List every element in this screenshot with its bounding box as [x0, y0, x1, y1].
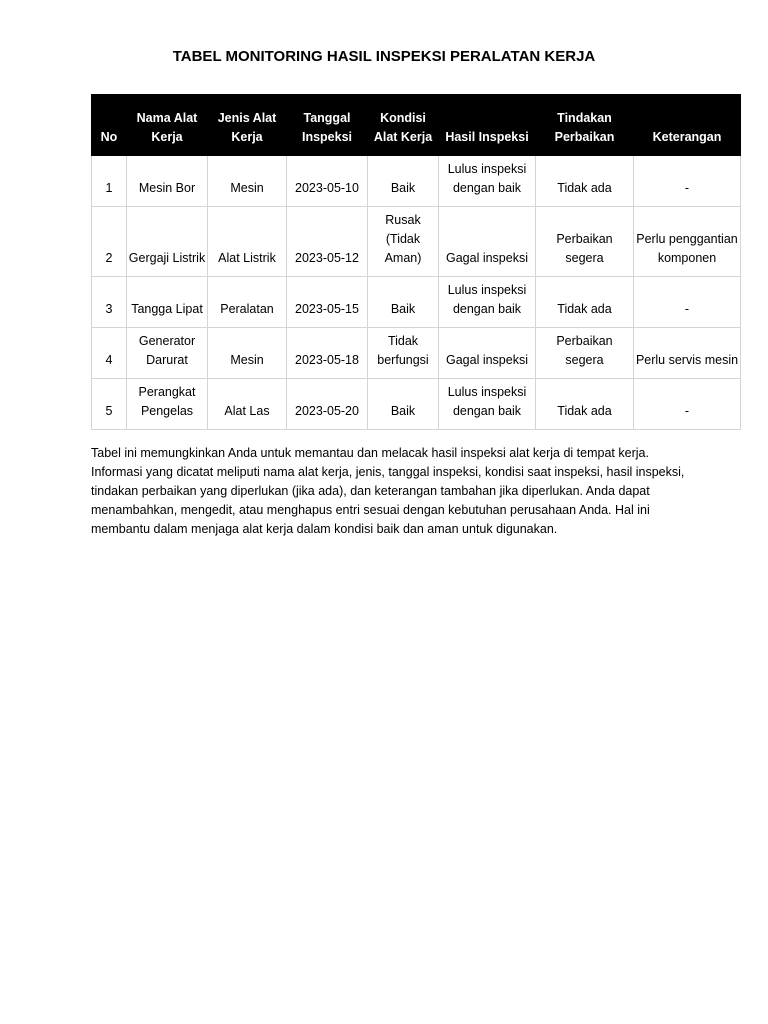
cell-keterangan: Perlu servis mesin [634, 328, 741, 379]
cell-hasil: Lulus inspeksi dengan baik [439, 156, 536, 207]
cell-no: 3 [92, 277, 127, 328]
cell-nama: Generator Darurat [127, 328, 208, 379]
description-paragraph: Tabel ini memungkinkan Anda untuk memantau dan melacak hasil inspeksi alat kerja di tempat kerja. Informasi yang dicatat meliputi nama alat kerja, jenis, tanggal inspeksi, kondisi saat inspeksi, hasil inspeksi, tindakan perbaikan yang diperlukan (jika ada), dan keterangan tambahan jika diperlukan. Anda dapat menambahkan, mengedit, atau menghapus entri sesuai dengan kebutuhan perusahaan Anda. Hal ini membantu dalam menjaga alat kerja dalam kondisi baik dan aman untuk digunakan. [91, 446, 685, 536]
cell-tindakan: Tidak ada [536, 379, 634, 430]
table-row [92, 379, 741, 430]
cell-keterangan: - [634, 277, 741, 328]
cell-tanggal: 2023-05-15 [287, 277, 368, 328]
table-row [92, 328, 741, 379]
cell-jenis: Mesin [208, 328, 287, 379]
cell-no: 4 [92, 328, 127, 379]
cell-kondisi: Rusak (Tidak Aman) [368, 207, 439, 277]
header-nama-alat-kerja: Nama Alat Kerja [127, 95, 208, 156]
cell-keterangan: - [634, 156, 741, 207]
inspection-table [91, 94, 741, 430]
table-header-row [92, 95, 741, 156]
cell-hasil: Lulus inspeksi dengan baik [439, 277, 536, 328]
cell-kondisi: Baik [368, 156, 439, 207]
cell-tindakan: Tidak ada [536, 156, 634, 207]
header-hasil-inspeksi: Hasil Inspeksi [439, 95, 536, 156]
header-keterangan: Keterangan [634, 95, 741, 156]
cell-tindakan: Tidak ada [536, 277, 634, 328]
cell-no: 5 [92, 379, 127, 430]
cell-tindakan: Perbaikan segera [536, 328, 634, 379]
table-row [92, 207, 741, 277]
header-jenis-alat-kerja: Jenis Alat Kerja [208, 95, 287, 156]
header-no: No [92, 95, 127, 156]
cell-kondisi: Tidak berfungsi [368, 328, 439, 379]
cell-jenis: Peralatan [208, 277, 287, 328]
cell-nama: Tangga Lipat [127, 277, 208, 328]
header-kondisi-alat-kerja: Kondisi Alat Kerja [368, 95, 439, 156]
header-tanggal-inspeksi: Tanggal Inspeksi [287, 95, 368, 156]
cell-jenis: Mesin [208, 156, 287, 207]
cell-hasil: Lulus inspeksi dengan baik [439, 379, 536, 430]
header-tindakan-perbaikan: Tindakan Perbaikan [536, 95, 634, 156]
table-row [92, 156, 741, 207]
cell-keterangan: Perlu penggantian komponen [634, 207, 741, 277]
table-row [92, 277, 741, 328]
cell-jenis: Alat Las [208, 379, 287, 430]
cell-jenis: Alat Listrik [208, 207, 287, 277]
page-title: TABEL MONITORING HASIL INSPEKSI PERALATAN KERJA [172, 48, 596, 65]
cell-keterangan: - [634, 379, 741, 430]
cell-kondisi: Baik [368, 277, 439, 328]
cell-kondisi: Baik [368, 379, 439, 430]
cell-nama: Mesin Bor [127, 156, 208, 207]
cell-no: 2 [92, 207, 127, 277]
cell-tanggal: 2023-05-12 [287, 207, 368, 277]
cell-tindakan: Perbaikan segera [536, 207, 634, 277]
cell-hasil: Gagal inspeksi [439, 207, 536, 277]
cell-tanggal: 2023-05-10 [287, 156, 368, 207]
cell-nama: Perangkat Pengelas [127, 379, 208, 430]
cell-tanggal: 2023-05-20 [287, 379, 368, 430]
cell-nama: Gergaji Listrik [127, 207, 208, 277]
cell-hasil: Gagal inspeksi [439, 328, 536, 379]
cell-tanggal: 2023-05-18 [287, 328, 368, 379]
cell-no: 1 [92, 156, 127, 207]
